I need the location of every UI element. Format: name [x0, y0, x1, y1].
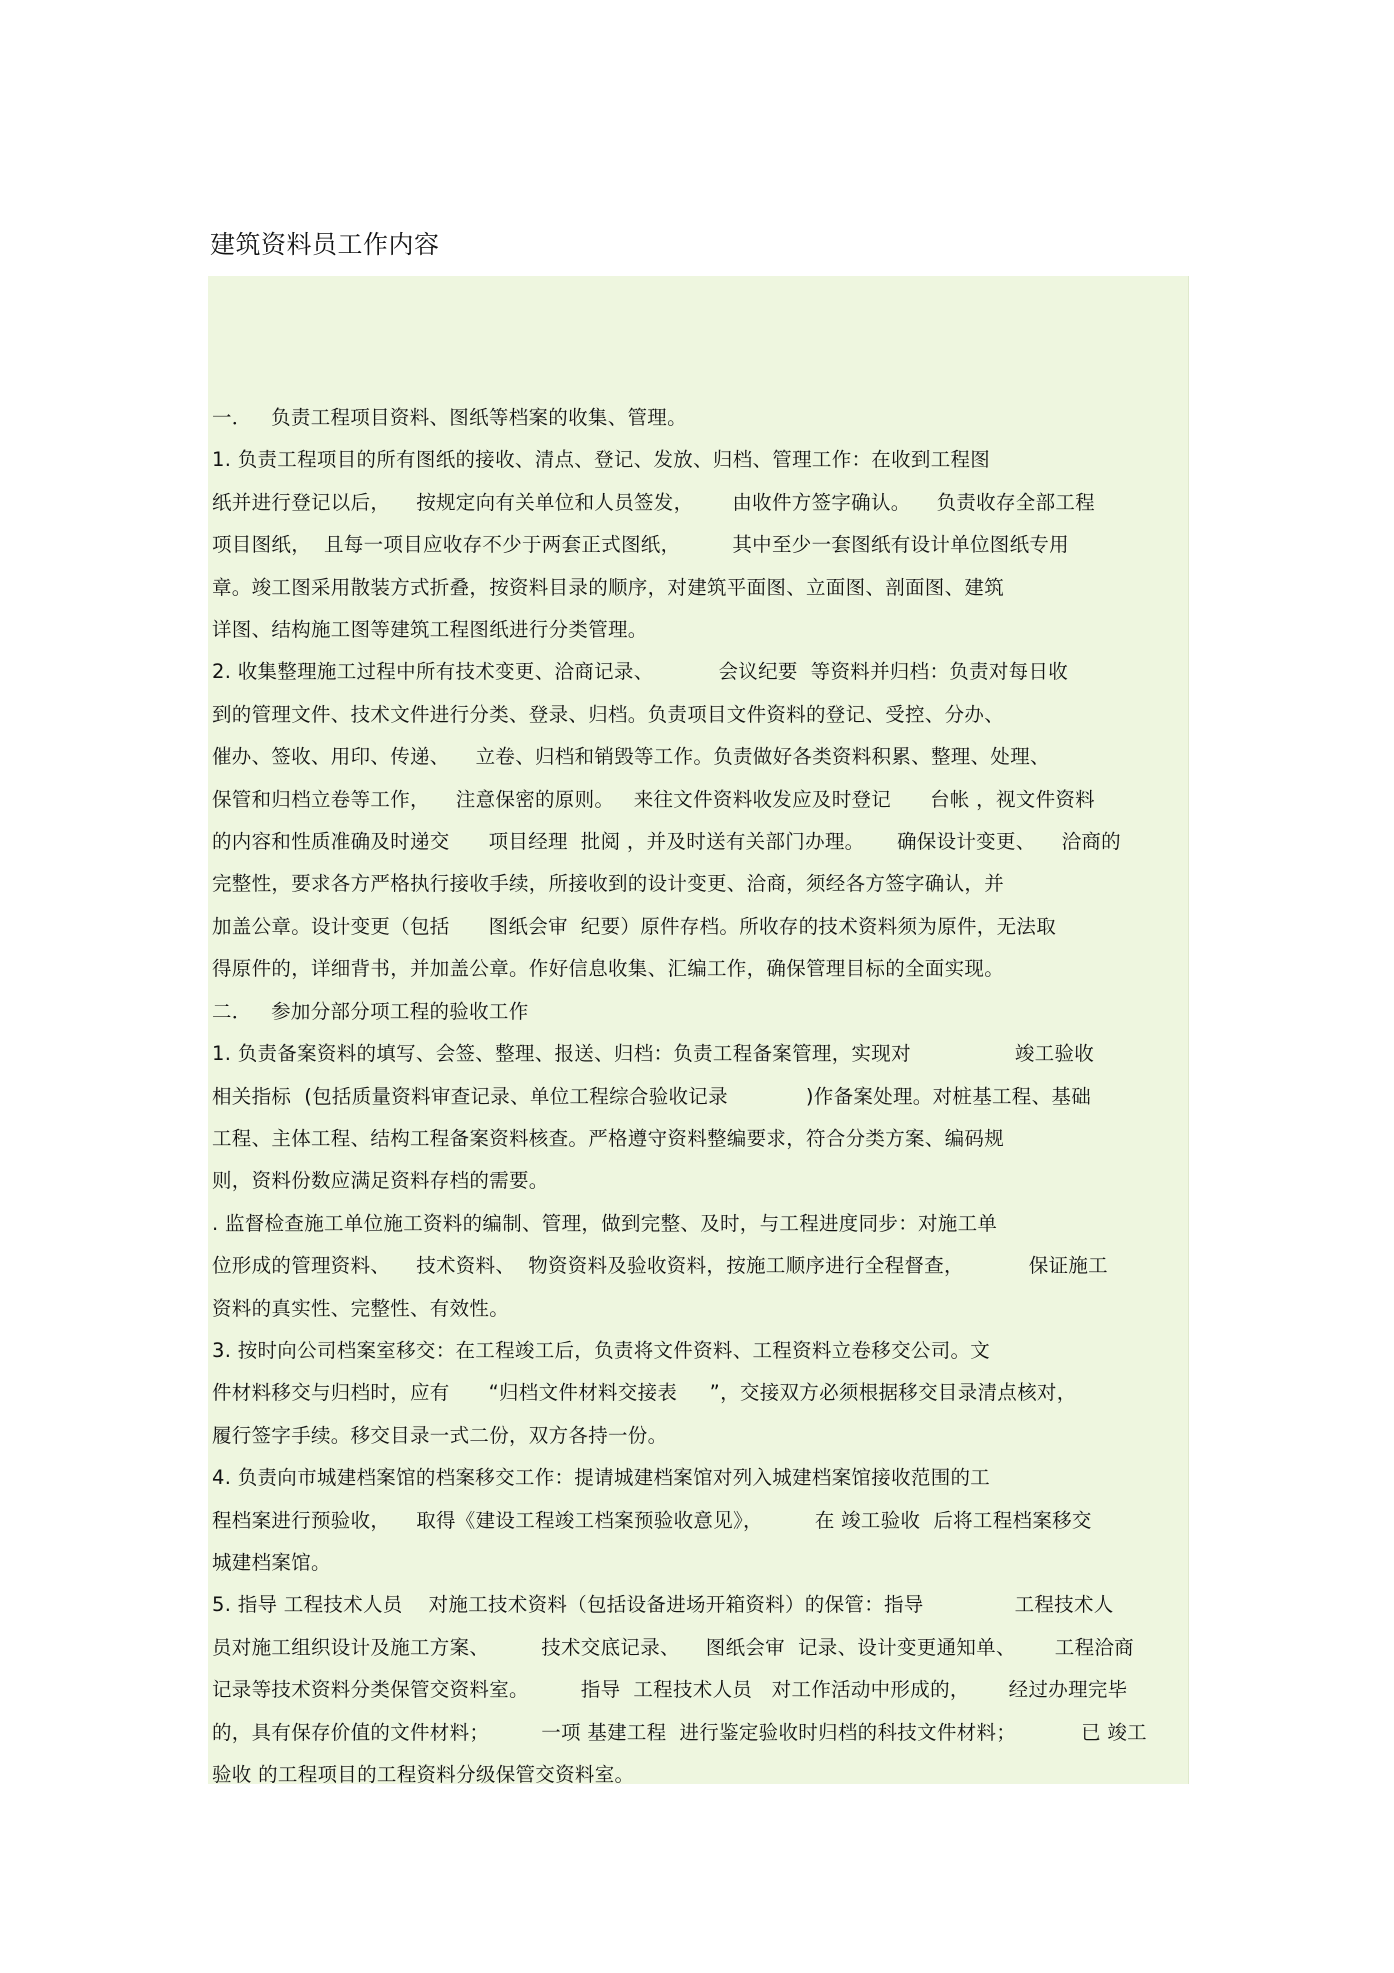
text-line: 5. 指导 工程技术人员 对施工技术资料（包括设备进场开箱资料）的保管：指导 工程技术人 — [212, 1593, 1114, 1617]
text-line: 一． 负责工程项目资料、图纸等档案的收集、管理。 — [212, 406, 687, 429]
text-line: 2. 收集整理施工过程中所有技术变更、洽商记录、 会议纪要 等资料并归档：负责对每日收 — [212, 660, 1069, 684]
text-line: 4. 负责向市城建档案馆的档案移交工作：提请城建档案馆对列入城建档案馆接收范围的工 — [212, 1466, 991, 1490]
text-line: 履行签字手续。移交目录一式二份，双方各持一份。 — [212, 1423, 668, 1447]
text-line: 城建档案馆。 — [212, 1550, 331, 1574]
text-line: 1. 负责备案资料的填写、会签、整理、报送、归档：负责工程备案管理，实现对 竣工验收 — [212, 1042, 1095, 1066]
page-title: 建筑资料员工作内容 — [210, 230, 440, 259]
text-line: 相关指标 (包括质量资料审查记录、单位工程综合验收记录 )作备案处理。对桩基工程、基础 — [212, 1084, 1091, 1108]
text-line: 保管和归档立卷等工作， 注意保密的原则。 来往文件资料收发应及时登记 台帐 ，视文件资料 — [212, 787, 1095, 811]
body-text — [212, 397, 1212, 1796]
text-line: 项目图纸， 且每一项目应收存不少于两套正式图纸， 其中至少一套图纸有设计单位图纸专用 — [212, 533, 1069, 557]
text-line: 加盖公章。设计变更（包括 图纸会审 纪要）原件存档。所收存的技术资料须为原件，无法取 — [212, 914, 1056, 938]
text-line: 详图、结构施工图等建筑工程图纸进行分类管理。 — [212, 618, 648, 642]
text-line: 到的管理文件、技术文件进行分类、登录、归档。负责项目文件资料的登记、受控、分办、 — [212, 702, 1005, 726]
text-line: 完整性，要求各方严格执行接收手续，所接收到的设计变更、洽商，须经各方签字确认，并 — [212, 872, 1005, 896]
text-line: 的，具有保存价值的文件材料； 一项 基建工程 进行鉴定验收时归档的科技文件材料； 已 竣工 — [212, 1720, 1147, 1744]
text-line: 得原件的，详细背书，并加盖公章。作好信息收集、汇编工作，确保管理目标的全面实现。 — [212, 957, 1005, 981]
text-line: 二． 参加分部分项工程的验收工作 — [212, 999, 529, 1023]
text-line: 资料的真实性、完整性、有效性。 — [212, 1296, 510, 1320]
text-line: 件材料移交与归档时，应有 “归档文件材料交接表 ”，交接双方必须根据移交目录清点核对， — [212, 1381, 1077, 1405]
text-line: 1. 负责工程项目的所有图纸的接收、清点、登记、发放、归档、管理工作：在收到工程图 — [212, 448, 991, 472]
text-line: 的内容和性质准确及时递交 项目经理 批阅 ，并及时送有关部门办理。 确保设计变更、 洽商的 — [212, 830, 1121, 854]
text-line: 位形成的管理资料、 技术资料、 物资资料及验收资料，按施工顺序进行全程督查， 保证施工 — [212, 1254, 1108, 1278]
text-line: 员对施工组织设计及施工方案、 技术交底记录、 图纸会审 记录、设计变更通知单、 工程洽商 — [212, 1635, 1134, 1659]
text-line: 章。竣工图采用散装方式折叠，按资料目录的顺序，对建筑平面图、立面图、剖面图、建筑 — [212, 575, 1005, 599]
text-line: . 监督检查施工单位施工资料的编制、管理，做到完整、及时，与工程进度同步：对施工单 — [212, 1211, 998, 1235]
text-line: 程档案进行预验收， 取得《建设工程竣工档案预验收意见》， 在 竣工验收 后将工程档案移交 — [212, 1508, 1092, 1532]
text-line: 纸并进行登记以后， 按规定向有关单位和人员签发， 由收件方签字确认。 负责收存全部工程 — [212, 490, 1095, 514]
text-line: 则，资料份数应满足资料存档的需要。 — [212, 1169, 549, 1193]
text-line: 验收 的工程项目的工程资料分级保管交资料室。 — [212, 1763, 635, 1786]
text-line: 工程、主体工程、结构工程备案资料核查。严格遵守资料整编要求，符合分类方案、编码规 — [212, 1126, 1005, 1150]
text-line: 催办、签收、用印、传递、 立卷、归档和销毁等工作。负责做好各类资料积累、整理、处理、 — [212, 745, 1050, 769]
text-line: 3. 按时向公司档案室移交：在工程竣工后，负责将文件资料、工程资料立卷移交公司。文 — [212, 1338, 991, 1362]
text-line: 记录等技术资料分类保管交资料室。 指导 工程技术人员 对工作活动中形成的， 经过办理完毕 — [212, 1678, 1128, 1702]
